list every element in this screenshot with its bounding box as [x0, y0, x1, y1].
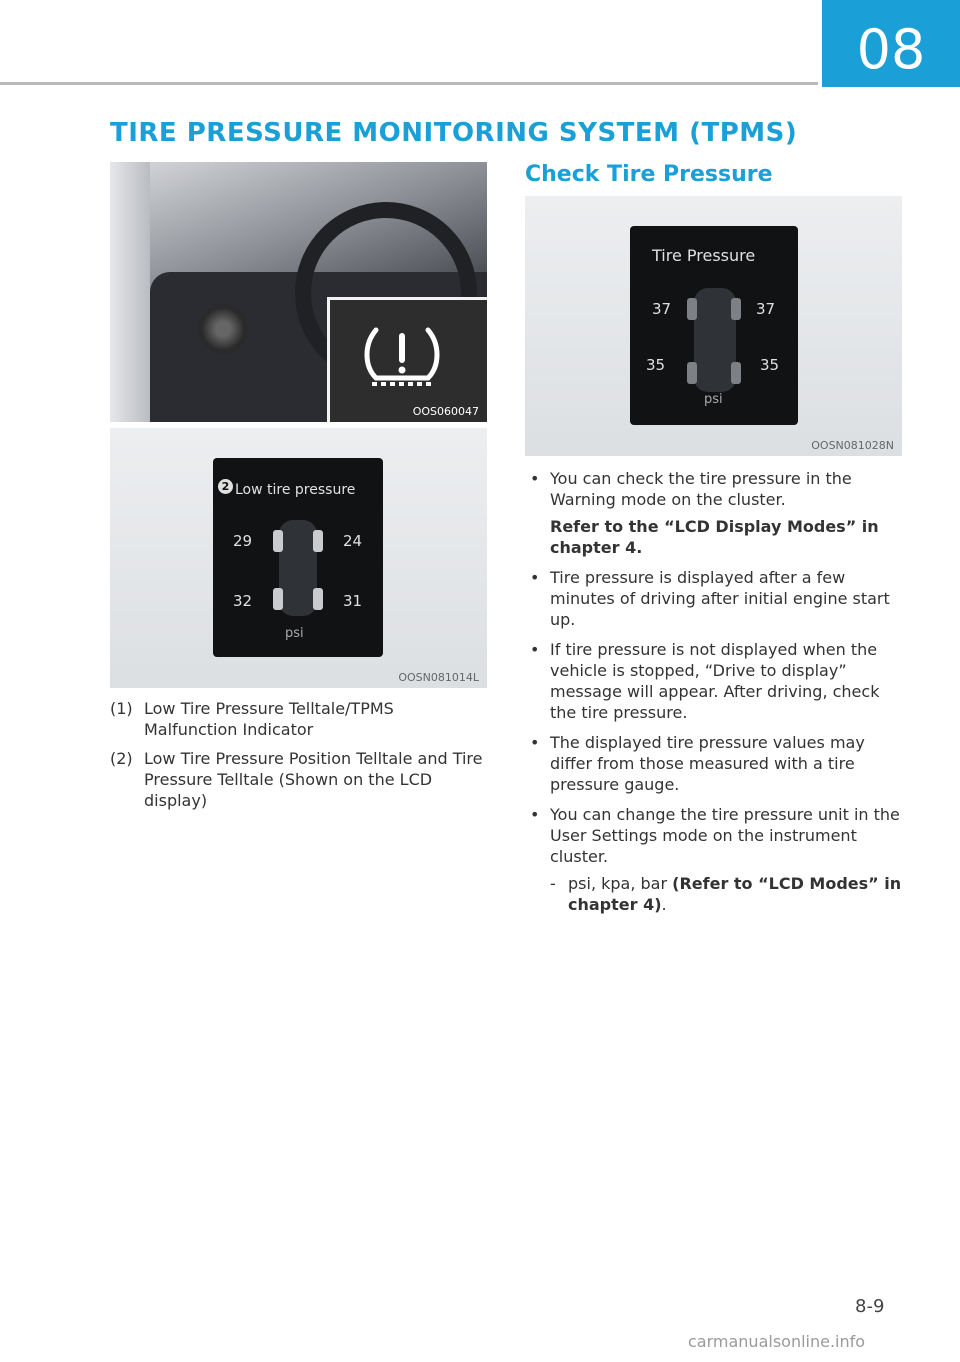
tire-pressure-figure: [525, 196, 902, 456]
bullet-dot: •: [530, 733, 540, 752]
a-pillar: [110, 162, 150, 422]
caption-item: [110, 698, 490, 740]
bullet-text: You can check the tire pressure in the Warning mode on the cluster.: [550, 469, 852, 509]
bullet-item: [530, 468, 905, 558]
bullet-item: [530, 639, 905, 723]
bullet-item: [530, 732, 905, 795]
chapter-tab: 08: [822, 0, 960, 87]
bullet-dot: •: [530, 805, 540, 824]
bullet-item: [530, 804, 905, 915]
lcd-display: [213, 458, 383, 657]
front-right-pressure: 24: [343, 532, 363, 550]
bullet-dot: •: [530, 568, 540, 587]
rear-left-pressure: 35: [646, 356, 666, 374]
page-number: 8-9: [855, 1296, 885, 1317]
rear-right-pressure: 35: [760, 356, 780, 374]
low-pressure-figure: [110, 428, 487, 688]
caption-number: (1): [110, 699, 133, 718]
figure-code: OOSN081014L: [398, 671, 479, 684]
tire-front-left-icon: [687, 298, 697, 320]
tire-rear-left-icon: [687, 362, 697, 384]
bullet-text: Tire pressure is displayed after a few minutes of driving after initial engine start up.: [550, 568, 890, 629]
rear-right-pressure: 31: [343, 592, 363, 610]
caption-text: Low Tire Pressure Position Telltale and Tire Pressure Telltale (Shown on the LCD display): [144, 749, 483, 810]
watermark: carmanualsonline.info: [688, 1332, 866, 1351]
tire-rear-right-icon: [313, 588, 323, 610]
check-bullets: [530, 468, 905, 924]
check-tire-pressure-heading: Check Tire Pressure: [525, 162, 773, 187]
caption-item: [110, 748, 490, 811]
sub-item-text: psi, kpa, bar: [568, 874, 673, 893]
figure-code: OOSN081028N: [811, 439, 894, 452]
front-left-pressure: 29: [233, 532, 253, 550]
tire-front-left-icon: [273, 530, 283, 552]
interior-figure: [110, 162, 487, 422]
air-vent: [198, 304, 248, 354]
front-left-pressure: 37: [652, 300, 672, 318]
bullet-text: You can change the tire pressure unit in the User Settings mode on the instrument cluster.: [550, 805, 900, 866]
bullet-text: The displayed tire pressure values may differ from those measured with a tire pressure gauge.: [550, 733, 865, 794]
bullet-dot: •: [530, 469, 540, 488]
dash-marker: -: [550, 874, 556, 893]
tpms-telltale-inset: [327, 297, 487, 422]
section-title: TIRE PRESSURE MONITORING SYSTEM (TPMS): [110, 118, 798, 148]
lcd-title: Low tire pressure: [235, 482, 356, 498]
car-icon: [694, 288, 736, 392]
sub-item-end: .: [661, 895, 667, 914]
caption-number: (2): [110, 749, 133, 768]
bullet-text: If tire pressure is not displayed when the vehicle is stopped, “Drive to display” message will appear. After driving, check the tire pressure.: [550, 640, 880, 722]
pressure-unit: psi: [704, 392, 723, 407]
tpms-warning-icon: [362, 322, 442, 392]
figure-captions: [110, 698, 490, 819]
rear-left-pressure: 32: [233, 592, 253, 610]
front-right-pressure: 37: [756, 300, 776, 318]
sub-item-reference: (Refer to “LCD Modes” in chapter 4): [568, 874, 902, 914]
tire-front-right-icon: [313, 530, 323, 552]
header-rule: [0, 82, 818, 85]
callout-badge-2: 2: [218, 479, 233, 494]
bullet-dot: •: [530, 640, 540, 659]
bullet-item: [530, 567, 905, 630]
caption-text: Low Tire Pressure Telltale/TPMS Malfunction Indicator: [144, 699, 394, 739]
car-icon: [279, 520, 317, 616]
figure-code: OOS060047: [412, 405, 479, 418]
lcd-display: [630, 226, 798, 425]
tire-rear-right-icon: [731, 362, 741, 384]
pressure-unit: psi: [285, 626, 304, 641]
tire-front-right-icon: [731, 298, 741, 320]
tire-rear-left-icon: [273, 588, 283, 610]
bullet-reference: Refer to the “LCD Display Modes” in chapter 4.: [550, 517, 879, 557]
sub-item: [550, 873, 905, 915]
lcd-title: Tire Pressure: [652, 246, 756, 265]
